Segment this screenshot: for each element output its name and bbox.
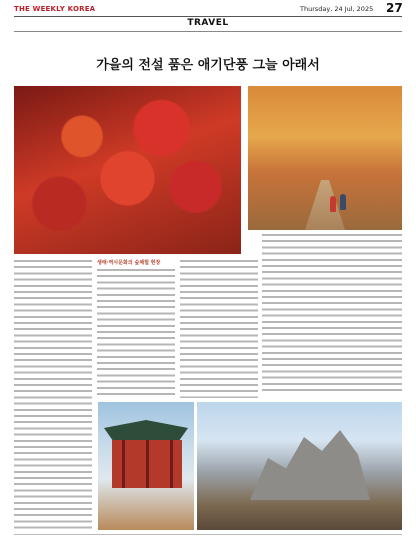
hiker-figure xyxy=(340,194,346,210)
body-column-1 xyxy=(14,260,92,530)
temple-pillar xyxy=(146,440,149,488)
publication-name: THE WEEKLY KOREA xyxy=(14,5,96,13)
body-column-3 xyxy=(180,260,258,398)
body-column-2 xyxy=(97,260,175,398)
issue-date: Thursday, 24 Jul, 2025 xyxy=(300,5,374,13)
temple-pillar xyxy=(170,440,173,488)
body-column-4 xyxy=(262,234,402,394)
page-number: 27 xyxy=(386,1,403,15)
section-label: TRAVEL xyxy=(187,18,229,28)
maple-leaves-photo xyxy=(14,86,241,254)
article-headline: 가을의 전설 품은 애기단풍 그늘 아래서 xyxy=(96,58,320,73)
section-rule xyxy=(14,31,402,32)
header-rule xyxy=(14,16,402,17)
footer-rule xyxy=(14,534,402,535)
temple-pillar xyxy=(122,440,125,488)
article-subhead: 생태·역사문화의 숲체험 현장 xyxy=(97,260,161,266)
hiker-figure xyxy=(330,196,336,212)
